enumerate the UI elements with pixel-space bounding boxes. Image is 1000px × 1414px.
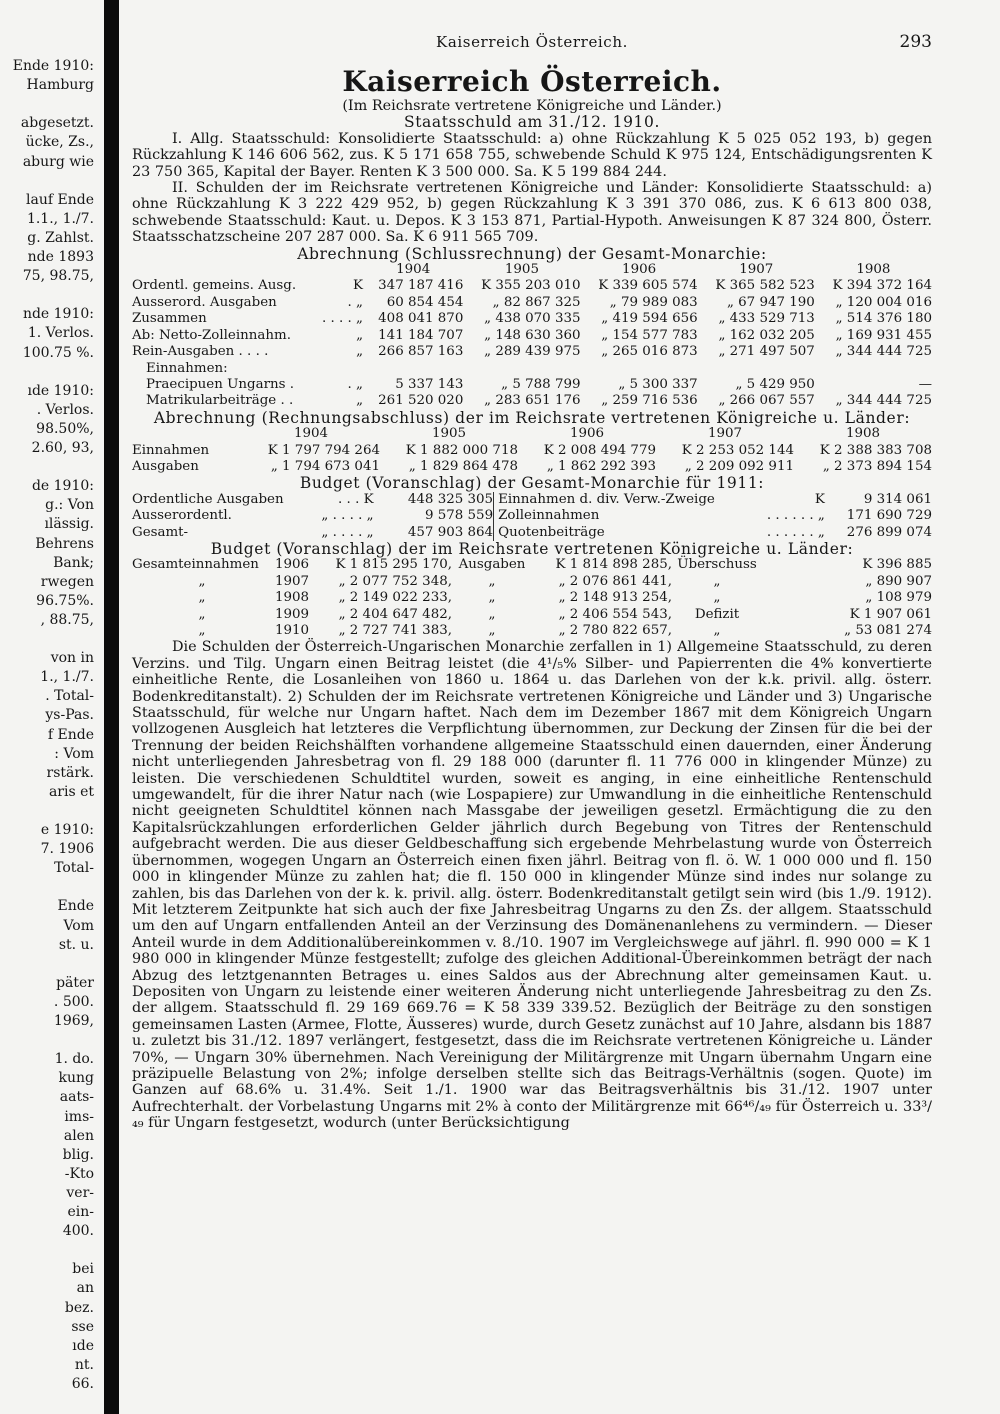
margin-line: ıde	[72, 1337, 94, 1354]
margin-line: de 1910:	[31, 478, 94, 495]
margin-line: Total-	[54, 860, 94, 877]
year-cell: 1904	[293, 426, 329, 442]
year-cell: 1908	[856, 262, 891, 278]
row-dots: „ . . . . „	[321, 524, 374, 540]
value-cell: 5 337 143	[395, 376, 464, 392]
row-label: Ausgaben	[132, 458, 199, 474]
value-cell: 408 041 870	[378, 311, 464, 327]
value-cell: „ 1 862 292 393	[546, 458, 656, 474]
year-cell: 1906	[569, 426, 605, 442]
value-cell: „ 53 081 274	[844, 623, 932, 638]
value-cell: K 1 797 794 264	[267, 442, 380, 458]
value-cell: „ 266 067 557	[718, 393, 815, 409]
margin-line: 400.	[62, 1223, 94, 1240]
body-paragraph: Die Schulden der Österreich-Ungarischen Monarchie zerfallen in 1) Allgemeine Staatsschuld, zu deren Verzins. und Tilg. Ungarn einen Beitrag leistet (die 4¹/₅% Silber- und Papierrenten die 4% konvertierte einheitliche Rente, die Losanleihen von 1860 u. 1864 u. das Darlehen von der k.k. privil. allg. österr. Bodenkreditanstalt). 2) Schulden der im Reichsrate vertretenen Königreiche und Länder und 3) Ungarische Staatsschuld, für welche nur Ungarn haftet. Nach dem im Dezember 1867 mit dem Königreich Ungarn vollzogenen Ausgleich hat letzteres die Verpflichtung übernommen, zur Deckung der Zinsen für die bei der Trennung der beiden Reichshälften vorhandene allgemeine Staatsschuld einen dauernden, einer Änderung nicht unterliegenden Jahresbetrag von fl. 29 188 000 (darunter fl. 11 776 000 in klingender Münze) zu leisten. Die verschiedenen Schuldtitel wurden, soweit es anging, in eine einheitliche Rentenschuld umgewandelt, für die ihrer Natur nach (wie Lospapiere) zur Umwandlung in die einheitliche Rentenschuld nicht geeigneten Schuldtitel können nach Massgabe der jeweiligen gesetzl. Ermächtigung die zu den Kapitalsrückzahlungen erforderlichen Gelder jährlich durch Begebung von Titres der Rentenschuld aufgebracht werden. Die aus dieser Geldbeschaffung sich ergebende Mehrbelastung wurde von Österreich übernommen, wogegen Ungarn an Österreich einen fixen jährl. Beitrag von fl. ö. W. 1 000 000 und fl. 150 000 in klingender Münze zu zahlen hat; die fl. 150 000 in klingender Münze sind indes nur solange zu zahlen, bis das Darlehen von der k. k. privil. allg. österr. Bodenkreditanstalt getilgt sein wird (bis 1./9. 1912). Mit letzterem Zeitpunkte hat sich auch der fixe Jahresbeitrag Ungarns zu den Zs. der allgem. Staatsschuld um den auf Ungarn entfallenden Anteil an der Verzinsung des Domänenanlehens zu vermindern. — Dieser Anteil wurde in dem Additionalübereinkommen v. 8./10. 1907 im Vergleichswege auf jährl. fl. 990 000 = K 1 980 000 in klingender Münze festgestellt; zufolge des gleichen Additional-Übereinkommen beträgt der nach Abzug des letztgenannten Betrages u. eines Saldos aus der Abrechnung alter gemeinsamen Kaut. u. Depositen von Ungarn zu leistende einer weiteren Änderung nicht unterliegende Jahresbeitrag zu den Zs. der allgem. Staatsschuld fl. 29 169 669.76 = K 58 339 339.52. Bezüglich der Beiträge zu den sonstigen gemeinsamen Lasten (Armee, Flotte, Äusseres) wurde, durch Gesetz zunächst auf 10 Jahre, alsdann bis 1887 u. zuletzt bis 31./12. 1897 verlängert, festgesetzt, dass die im Reichsrate vertretenen Königreiche u. Länder 70%, — Ungarn 30% übernehmen. Nach Vereinigung der Militärgrenze mit Ungarn übernahm Ungarn eine präzipuelle Belastung von 2%; infolge derselben stellte sich das Beitrags-Verhältnis (sogen. Quote) im Ganzen auf 68.6% u. 31.4%. Seit 1./1. 1900 war das Beitragsverhältnis bis 31./12. 1907 unter Aufrechterhalt. der Vorbelastung Ungarns mit 2% à conto der Militärgrenze mit 66⁴⁶/₄₉ für Österreich u. 33³/₄₉ für Ungarn festgesetzt, wodurch (unter Berücksichtigung	[132, 639, 932, 1132]
year-cell: 1909	[274, 606, 310, 622]
value-cell: „ 154 577 783	[601, 327, 698, 343]
table-row	[132, 443, 932, 459]
margin-line: ver-	[66, 1184, 94, 1201]
table-row	[132, 508, 932, 524]
value-cell: „ 148 630 360	[484, 327, 581, 343]
row-dots: . . . . . . „	[766, 524, 825, 540]
year-cell: 1908	[274, 590, 310, 606]
value-cell: „ 2 077 752 348,	[338, 573, 452, 589]
margin-line: sse	[71, 1318, 94, 1335]
row-label: Quotenbeiträge	[494, 525, 715, 541]
margin-line: rstärk.	[46, 764, 94, 781]
margin-line: bez.	[64, 1299, 94, 1316]
value-cell: „ 2 076 861 441,	[558, 573, 672, 589]
laender-heading: Abrechnung (Rechnungsabschluss) der im Reichsrate vertretenen Königreiche u. Länder:	[153, 408, 911, 427]
subtitle: (Im Reichsrate vertretene Königreiche und Länder.)	[342, 98, 722, 114]
margin-line: 96.75%.	[36, 592, 94, 609]
row-dots: „ . . . . „	[321, 508, 374, 524]
value-cell: K 2 008 494 779	[543, 442, 656, 458]
row-lead: „	[356, 393, 363, 409]
value-cell: „ 271 497 507	[718, 344, 815, 360]
row-lead: . „	[347, 376, 363, 392]
page-number: 293	[899, 32, 932, 52]
value-cell: „ 419 594 656	[601, 311, 698, 327]
running-title: Kaiserreich Österreich.	[436, 33, 628, 51]
margin-line: aats-	[59, 1089, 94, 1106]
value-cell: „ 108 979	[865, 590, 932, 606]
row-label: „	[198, 573, 206, 589]
margin-line: 1. Verlos.	[27, 325, 94, 342]
margin-line: : Vom	[54, 745, 94, 762]
margin-line: blig.	[62, 1146, 94, 1163]
row-label: Matrikularbeiträge . .	[146, 393, 294, 409]
value-cell: „ 120 004 016	[835, 294, 932, 310]
margin-line: Bank;	[53, 554, 94, 571]
value-cell: K 339 605 574	[598, 278, 698, 294]
value-cell: „ 259 716 536	[601, 393, 698, 409]
margin-line: 1. do.	[54, 1051, 94, 1068]
value-cell: K 394 372 164	[832, 278, 932, 294]
year-cell: 1906	[274, 557, 310, 573]
value-cell: „ 283 651 176	[484, 393, 581, 409]
table-row	[132, 557, 932, 573]
row-label: Defizit	[694, 606, 740, 622]
table-row	[132, 344, 932, 360]
margin-line: , 88.75,	[40, 611, 94, 628]
value-cell: „ 79 989 083	[609, 294, 698, 310]
budget-laender-table	[132, 557, 932, 639]
row-label: Ausserordentl.	[132, 508, 232, 524]
value-cell: K 2 253 052 144	[681, 442, 794, 458]
value-cell: K 365 582 523	[715, 278, 815, 294]
table-row	[132, 590, 932, 606]
row-label: „	[488, 623, 496, 638]
value-cell: 9 314 061	[863, 491, 932, 507]
margin-line: . Total-	[45, 688, 94, 705]
row-label: „	[488, 606, 496, 622]
margin-line: Behrens	[35, 535, 94, 552]
value-cell: 448 325 305	[407, 491, 494, 507]
year-cell: 1907	[274, 573, 310, 589]
row-dots: . . . K	[338, 491, 374, 507]
table-row	[132, 328, 932, 344]
value-cell: K 1 815 295 170,	[335, 557, 452, 573]
left-margin-column	[0, 0, 100, 1414]
year-cell: 1908	[845, 426, 881, 442]
table-row	[132, 525, 932, 541]
margin-line: g. Zahlst.	[27, 229, 94, 246]
value-cell: 266 857 163	[378, 344, 464, 360]
margin-line: ein-	[67, 1204, 94, 1220]
running-head	[132, 34, 932, 58]
margin-line: 98.50%,	[36, 420, 94, 437]
value-cell: „ 2 149 022 233,	[338, 590, 452, 606]
row-lead: . „	[347, 294, 363, 310]
margin-line: nde 1893	[27, 249, 94, 265]
row-label: „	[488, 573, 496, 589]
margin-line: ims-	[64, 1108, 94, 1125]
row-label: Ausserord. Ausgaben	[132, 294, 277, 310]
row-label: Überschuss	[677, 557, 757, 573]
value-cell: 457 903 864	[407, 524, 494, 540]
margin-line: Hamburg	[26, 77, 94, 94]
row-label: „	[198, 606, 206, 622]
value-cell: 276 899 074	[846, 524, 932, 540]
value-cell: 141 184 707	[378, 327, 464, 343]
value-cell: „ 82 867 325	[492, 294, 581, 310]
table-row	[132, 492, 932, 508]
value-cell: K 1 882 000 718	[405, 442, 518, 458]
row-label: „	[713, 623, 721, 638]
margin-line: nt.	[74, 1356, 94, 1373]
margin-line: aris et	[48, 783, 94, 800]
value-cell: „ 438 070 335	[484, 311, 581, 327]
value-cell: 9 578 559	[424, 508, 494, 524]
page-main	[132, 34, 932, 1132]
value-cell: „ 265 016 873	[601, 344, 698, 360]
budget-gesamt-heading: Budget (Voranschlag) der Gesamt-Monarchie für 1911:	[299, 474, 765, 493]
margin-line: -Kto	[64, 1165, 94, 1182]
einnahmen-label: Einnahmen:	[146, 360, 228, 376]
row-dots: . . . . . . „	[766, 508, 825, 524]
row-label: „	[198, 590, 206, 606]
value-cell: „ 2 148 913 254,	[558, 590, 672, 606]
value-cell: „ 169 931 455	[835, 327, 932, 343]
debt-heading: Staatsschuld am 31./12. 1910.	[403, 113, 660, 132]
row-label: Ab: Netto-Zolleinnahm.	[132, 327, 291, 343]
row-lead: . . . . „	[322, 311, 363, 327]
margin-line: 1.1., 1./7.	[26, 210, 94, 227]
row-label: Zusammen	[132, 311, 207, 327]
row-label: Ordentliche Ausgaben	[132, 491, 284, 507]
row-label: Ordentl. gemeins. Ausg.	[132, 278, 297, 294]
laender-table	[132, 426, 932, 475]
value-cell: „ 344 444 725	[835, 344, 932, 360]
budget-laender-heading: Budget (Voranschlag) der im Reichsrate vertretenen Königreiche u. Länder:	[210, 539, 854, 558]
year-cell: 1905	[504, 262, 539, 278]
margin-line: Vom	[63, 917, 94, 934]
value-cell: K 1 814 898 285,	[555, 557, 672, 573]
value-cell: „ 1 829 864 478	[408, 458, 518, 474]
page-title: Kaiserreich Österreich.	[342, 65, 722, 98]
margin-line: 66.	[71, 1375, 94, 1392]
margin-line: alen	[63, 1127, 94, 1144]
table-row	[132, 295, 932, 311]
margin-line: ücke, Zs.,	[25, 134, 94, 151]
value-cell: „ 5 788 799	[501, 376, 581, 392]
row-label: Praecipuen Ungarns .	[146, 376, 294, 392]
value-cell: —	[918, 376, 932, 392]
margin-line: . Verlos.	[36, 401, 94, 418]
value-cell: K 396 885	[862, 557, 932, 573]
row-label: Ausgaben	[458, 557, 526, 573]
row-lead: „	[356, 344, 363, 360]
table-row	[132, 311, 932, 327]
margin-line: g.: Von	[45, 497, 94, 514]
margin-line: ys-Pas.	[45, 707, 94, 724]
value-cell: K 2 388 383 708	[819, 442, 932, 458]
value-cell: K 1 907 061	[849, 606, 932, 622]
table-row	[132, 607, 932, 623]
margin-line: ıde 1910:	[27, 382, 94, 399]
row-label: „	[488, 590, 496, 606]
row-label: „	[713, 590, 721, 606]
year-cell: 1906	[622, 262, 657, 278]
margin-line: von in	[50, 650, 94, 667]
margin-line: päter	[56, 974, 94, 991]
value-cell: „ 67 947 190	[726, 294, 815, 310]
table-row	[132, 278, 932, 294]
margin-line: nde 1910:	[22, 306, 94, 323]
margin-line: 1., 1./7.	[40, 669, 94, 686]
row-label: Rein-Ausgaben . . . .	[132, 344, 269, 360]
row-label: „	[713, 573, 721, 589]
paragraph-general-debt: I. Allg. Staatsschuld: Konsolidierte Staatsschuld: a) ohne Rückzahlung K 5 025 052 193, b) gegen Rückzahlung K 146 606 562, zus. K 5 171 658 755, schwebende Schuld K 975 124, Entschädigungsrenten K 23 750 365, Kapital der Bayer. Renten K 3 500 000. Sa. K 5 199 884 244.	[132, 130, 932, 180]
year-cell: 1910	[274, 623, 310, 638]
margin-line: 1969,	[53, 1013, 94, 1029]
value-cell: K 355 203 010	[481, 278, 581, 294]
row-label: Gesamt-	[132, 524, 189, 540]
gesamt-heading: Abrechnung (Schlussrechnung) der Gesamt-Monarchie:	[297, 244, 767, 263]
table-row	[132, 393, 932, 409]
value-cell: „ 289 439 975	[484, 344, 581, 360]
row-dots: K	[814, 491, 825, 507]
table-row	[132, 377, 932, 393]
row-label: Zolleinnahmen	[494, 508, 715, 524]
value-cell: 171 690 729	[846, 508, 932, 524]
value-cell: „ 890 907	[865, 573, 932, 589]
value-cell: 261 520 020	[378, 393, 464, 409]
value-cell: „ 433 529 713	[718, 311, 815, 327]
value-cell: „ 5 429 950	[735, 376, 815, 392]
table-row	[132, 623, 932, 639]
margin-line: kung	[58, 1070, 94, 1087]
margin-line: f Ende	[47, 726, 94, 743]
value-cell: „ 5 300 337	[618, 376, 698, 392]
value-cell: „ 514 376 180	[835, 311, 932, 327]
gesamt-years-row	[132, 262, 932, 278]
row-lead: K	[352, 278, 363, 294]
year-cell: 1907	[707, 426, 743, 442]
einnahmen-label-row	[132, 361, 932, 377]
row-label: „	[198, 623, 206, 638]
margin-line: 100.75 %.	[22, 344, 94, 361]
value-cell: „ 2 780 822 657,	[558, 623, 672, 638]
margin-line: 2.60, 93,	[31, 440, 94, 456]
year-cell: 1907	[739, 262, 774, 278]
laender-years-row	[132, 426, 932, 442]
margin-line: 75, 98.75,	[22, 268, 94, 285]
margin-line: rwegen	[40, 573, 94, 590]
year-cell: 1905	[431, 426, 467, 442]
value-cell: „ 2 727 741 383,	[338, 623, 452, 638]
margin-line: an	[76, 1280, 94, 1297]
margin-line: st. u.	[58, 936, 94, 953]
margin-line: lauf Ende	[26, 191, 94, 208]
value-cell: „ 162 032 205	[718, 327, 815, 343]
value-cell: „ 2 209 092 911	[684, 458, 794, 474]
value-cell: „ 1 794 673 041	[270, 458, 380, 474]
margin-line: e 1910:	[40, 822, 94, 838]
row-lead: „	[356, 327, 363, 343]
paragraph-laender-debt: II. Schulden der im Reichsrate vertretenen Königreiche und Länder: Konsolidierte Staatsschuld: a) ohne Rückzahlung K 3 222 429 952, b) gegen Rückzahlung K 3 391 370 086, zus. K 6 613 800 038, schwebende Staatsschuld: Kaut. u. Depos. K 3 153 871, Partial-Hypoth. Anweisungen K 87 324 800, Österr. Staatsschatzscheine 207 287 000. Sa. K 6 911 565 709.	[132, 180, 932, 246]
table-row	[132, 459, 932, 475]
value-cell: „ 344 444 725	[835, 393, 932, 409]
binding-gutter	[104, 0, 119, 1414]
value-cell: 60 854 454	[386, 294, 464, 310]
table-row	[132, 574, 932, 590]
value-cell: „ 2 373 894 154	[822, 458, 932, 474]
margin-line: bei	[72, 1261, 94, 1278]
row-label: Gesamteinnahmen	[132, 557, 259, 573]
margin-line: Ende	[57, 898, 94, 915]
row-label: Einnahmen	[132, 442, 210, 458]
margin-line: abgesetzt.	[20, 115, 94, 132]
budget-gesamt-table	[132, 492, 932, 541]
value-cell: 347 187 416	[378, 278, 464, 294]
margin-line: 7. 1906	[40, 841, 94, 858]
gesamt-table	[132, 262, 932, 410]
value-cell: „ 2 404 647 482,	[338, 606, 452, 622]
year-cell: 1904	[396, 262, 431, 278]
row-label: Einnahmen d. div. Verw.-Zweige	[494, 492, 715, 508]
margin-line: . 500.	[53, 993, 94, 1010]
margin-line: Ende 1910:	[12, 58, 94, 74]
margin-line: ılässig.	[44, 516, 94, 533]
margin-line: aburg wie	[22, 153, 94, 170]
value-cell: „ 2 406 554 543,	[558, 606, 672, 622]
